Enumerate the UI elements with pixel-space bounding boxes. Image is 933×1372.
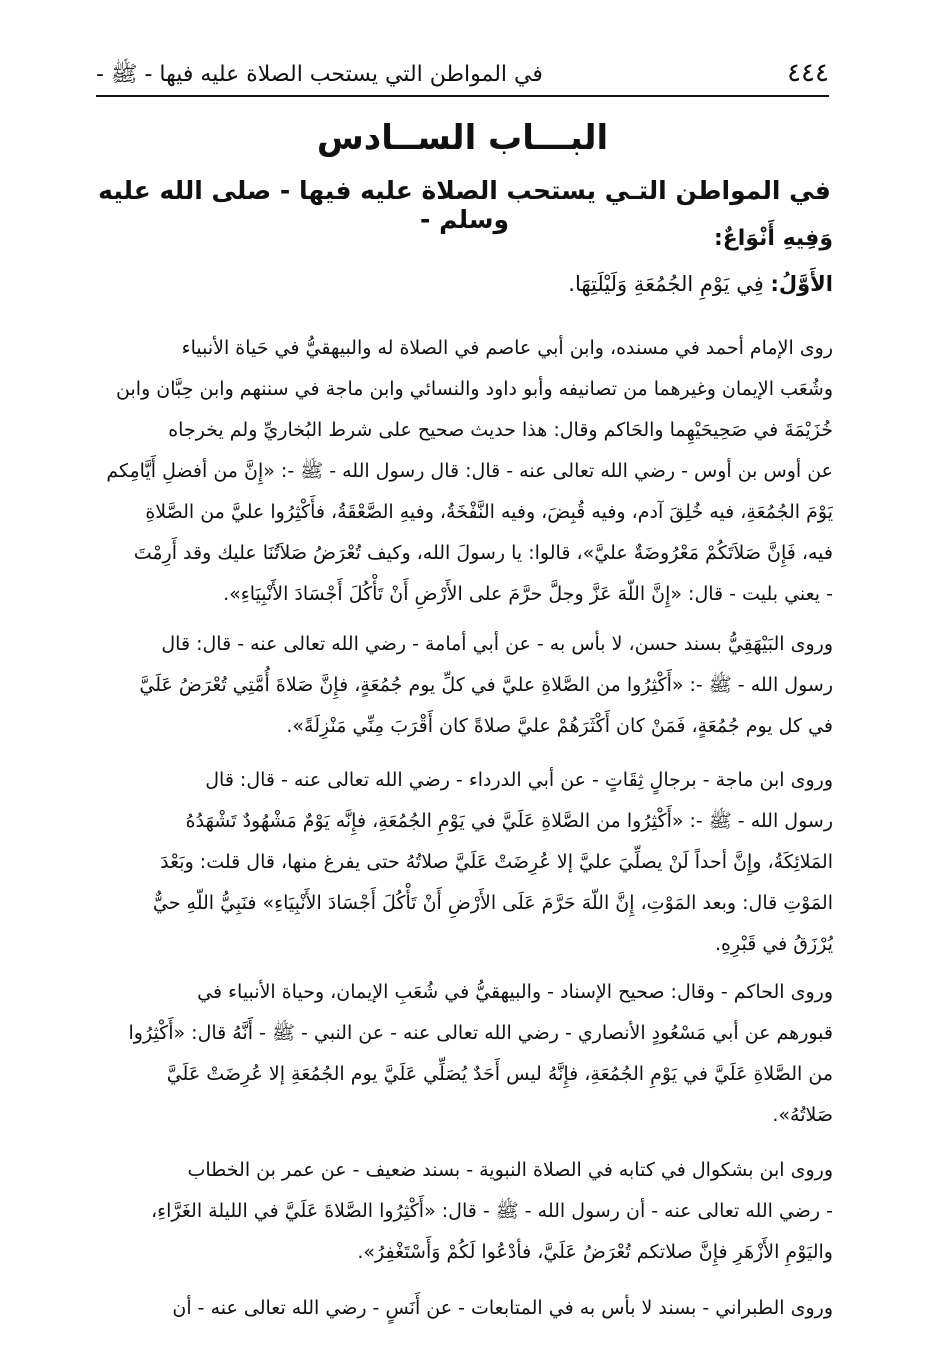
- first-type-label: الأَوَّلُ:: [770, 272, 833, 296]
- text-line: - رضي الله تعالى عنه - أن رسول الله - ﷺ - قال: «أَكْثِرُوا الصَّلاةَ عَلَيَّ في الليلة الغَرَّاءِ،: [151, 1200, 833, 1222]
- header-rule: [96, 95, 829, 97]
- text-line: وروى البَيْهَقِيُّ بسند حسن، لا بأس به - عن أبي أمامة - رضي الله تعالى عنه - قال: قال: [161, 633, 833, 655]
- paragraph-3: [96, 760, 833, 965]
- text-line: عن أوس بن أوس - رضي الله تعالى عنه - قال: قال رسول الله - ﷺ -: «إِنَّ من أفضلِ أَيَّامِكم: [106, 460, 833, 482]
- text-line: وشُعَب الإيمان وغيرهما من تصانيفه وأبو داود والنسائي وابن ماجة في سننهم وابن حِبَّان وابن: [116, 378, 833, 400]
- text-line: المَلائِكَةُ، وإِنَّ أحداً لَنْ يصلِّيَ عليَّ إلا عُرِضَتْ عَلَيَّ صلاتُهُ حتى يفرغ منها، قال قلت: وبَعْدَ: [160, 851, 833, 873]
- text-line: يُرْزَقُ في قَبْرِهِ.: [715, 933, 833, 955]
- text-line: يَوْمَ الجُمُعَةِ، فيه خُلِقَ آدم، وفيه قُبِضَ، وفيه النَّفْخَةُ، وفيهِ الصَّعْقَةُ، فأَكْثِرُوا عليَّ من الصَّلاةِ: [145, 501, 833, 523]
- first-type-text: فِي يَوْمِ الجُمُعَةِ وَلَيْلَتِهَا.: [568, 272, 764, 296]
- text-line: من الصَّلاةِ عَلَيَّ في يَوْمِ الجُمُعَةِ، فإِنَّهُ ليس أَحَدٌ يُصَلِّي عَلَيَّ يوم الجُمُعَةِ إلا عُرِضَتْ عَلَيَّ: [166, 1063, 833, 1085]
- text-line: في كل يوم جُمُعَةٍ، فَمَنْ كان أَكْثَرَهُمْ عليَّ صلاةً كان أَقْرَبَ مِنِّي مَنْزِلَةً».: [286, 715, 833, 737]
- paragraph-4: [96, 972, 833, 1136]
- text-line: رسول الله - ﷺ -: «أَكْثِرُوا من الصَّلاةِ عليَّ في كلِّ يوم جُمُعَةٍ، فإِنَّ صَلاةَ أُمَّتِي تُعْرَضُ عَلَيَّ: [139, 674, 833, 696]
- text-line: قبورهم عن أبي مَسْعُودٍ الأنصاري - رضي الله تعالى عنه - عن النبي - ﷺ - أَنَّهُ قال: «أَكْثِرُوا: [128, 1022, 833, 1044]
- running-title: في المواطن التي يستحب الصلاة عليه فيها - ﷺ -: [96, 62, 543, 87]
- text-line: روى الإمام أحمد في مسنده، وابن أبي عاصم في الصلاة له والبيهقيُّ في حَياة الأنبياء: [181, 337, 833, 359]
- chapter-subtitle: في المواطن التـي يستحب الصلاة عليه فيها - صلى الله عليه وسلم -: [98, 176, 831, 234]
- page-header: [96, 54, 829, 94]
- text-line: فيه، فَإِنَّ صَلاَتَكُمْ مَعْرُوضَةٌ عليَّ»، قالوا: يا رسولَ الله، وكيف تُعْرَضُ صَلاَتُنَا عليك وقد أَرِمْتَ: [133, 542, 833, 564]
- text-line: وروى ابن بشكوال في كتابه في الصلاة النبوية - بسند ضعيف - عن عمر بن الخطاب: [187, 1159, 833, 1181]
- paragraph-5: [96, 1150, 833, 1273]
- text-line: المَوْتِ قال: وبعد المَوْتِ، إِنَّ اللّهَ حَرَّمَ عَلَى الأَرْضِ أَنْ تَأْكُلَ أَجْسَادَ الأَنْبِيَاءِ» فنَبِيُّ اللّهِ حيٌّ: [152, 892, 833, 914]
- paragraph-2: [96, 624, 833, 747]
- text-line: رسول الله - ﷺ -: «أَكْثِرُوا من الصَّلاةِ عَلَيَّ في يَوْمِ الجُمُعَةِ، فإِنَّه يَوْمٌ مَشْهُودٌ تَشْهَدُهُ: [185, 810, 833, 832]
- section-intro: وَفِيهِ أَنْوَاعٌ:: [713, 226, 833, 251]
- text-line: - يعني بليت - قال: «إِنَّ اللّهَ عَزَّ وجلَّ حرَّمَ على الأَرْضِ أَنْ تَأْكُلَ أَجْسَادَ الأَنْبِيَاءِ».: [223, 583, 833, 605]
- paragraph-6: [96, 1288, 833, 1329]
- text-line: وروى الحاكم - وقال: صحيح الإسناد - والبيهقيُّ في شُعَبِ الإيمان، وحياة الأنبياء في: [197, 981, 833, 1003]
- text-line: واليَوْمِ الأَزْهَرِ فإِنَّ صلاتكم تُعْرَضُ عَلَيَّ، فأدْعُوا لَكُمْ وَأَسْتَغْفِرُ».: [357, 1241, 833, 1263]
- chapter-title: البـــاب الســادس: [316, 118, 609, 158]
- paragraph-1: [96, 328, 833, 615]
- text-line: وروى ابن ماجة - برجالٍ ثِقَاتٍ - عن أبي الدرداء - رضي الله تعالى عنه - قال: قال: [205, 769, 833, 791]
- first-type-heading: [568, 272, 833, 296]
- text-line: خُزَيْمَةَ في صَحِيحَيْهِما والحَاكم وقال: هذا حديث صحيح على شرط البُخاريِّ ولم يخرجاه: [168, 419, 833, 441]
- page-number: ٤٤٤: [787, 58, 829, 88]
- text-line: صَلاتُهُ».: [772, 1104, 833, 1126]
- text-line: وروى الطبراني - بسند لا بأس به في المتابعات - عن أَنَسٍ - رضي الله تعالى عنه - أن: [172, 1297, 833, 1319]
